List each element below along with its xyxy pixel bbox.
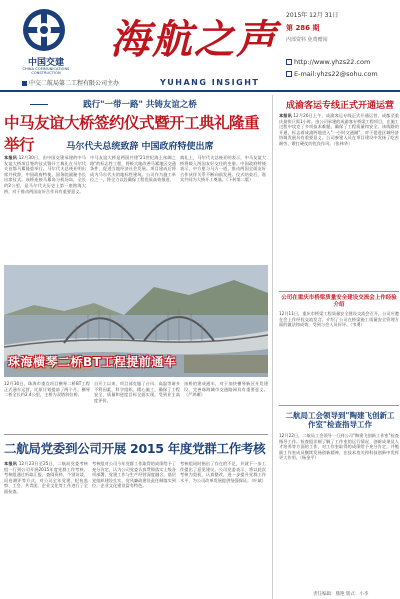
square-icon xyxy=(22,81,27,86)
email-link[interactable]: E-mail:yhzs22@sohu.com xyxy=(294,70,378,78)
issue-date: 2015年 12月 31日 xyxy=(286,12,339,19)
issue-suffix: 期 xyxy=(312,24,320,32)
right-byline: 本报讯 xyxy=(279,113,292,118)
second-col1-text: 12月23日至25日，二航局党委考核组一行到公司开展2015年度党群工作考核。考核组通过听取汇报、查阅资料、个别访谈、问卷测评等方式，对公司全年党建、纪检监察、工会、共青团、企业文化等工作进行了全面检查。 xyxy=(4,461,88,494)
lead-byline: 本报讯 xyxy=(4,155,18,160)
right-text-2: 12月11日，重庆市桥梁工程质量安全建设交流会召开，公司应邀在会上作经验交流发言，介绍了公司在桥梁施工质量安全管理方面的做法和成效，受到与会人员好评。（韦勇） xyxy=(279,311,399,328)
mail-icon xyxy=(286,71,292,77)
photo-text-col3: 该桥的建成通车，对于加快横琴新区开发建设、完善珠海城市交通路网具有重要意义。（严鸿雁） xyxy=(184,381,268,398)
right-headline-3[interactable]: 二航局工会领导到"陶建飞创新工作室"检查指导工作 xyxy=(285,411,395,429)
right-column xyxy=(272,95,400,599)
section-divider xyxy=(4,434,268,435)
lead-subhead: 马尔代夫总统致辞 中国政府特使出席 xyxy=(66,142,214,152)
issue-number xyxy=(286,23,396,33)
second-text-col2: 考核组对公司今年党群工作取得的成绩给予了充分肯定，认为公司党委认真贯彻落实上级各项部署，党建工作与生产经营深度融合，基层党组织建设扎实，党风廉政建设责任制落实到位，企业文化建设富有特色。 xyxy=(92,461,176,489)
lead-col1-text: 12月30日，由中国交建承建的中马友谊大桥项目签约仪式暨开工典礼在马尔代夫首都马累隆重举行。马尔代夫总统亚明出席并致辞，中国政府特使、国务院副秘书长出席仪式。该桥连接马累岛与机场岛，全长约2公里，是马尔代夫历史上第一座跨海大桥，对于推动两国友好合作具有重要意义。 xyxy=(4,155,86,194)
sponsor-text: 中交二航局第二工程有限公司主办 xyxy=(29,80,120,87)
right-divider-1 xyxy=(279,291,399,292)
right-headline-2[interactable]: 公司在重庆市桥梁质量安全建设交流会上作经验介绍 xyxy=(281,295,397,308)
photo-text-col1: 12月30日，珠海市重点项目横琴二桥BT工程正式通车运营，比原计划提前了两个月。横琴二桥全长约2.4公里，主桥为双塔斜拉桥。 xyxy=(4,381,90,398)
second-headline[interactable]: 二航局党委到公司开展 2015 年度党群工作考核 xyxy=(4,441,266,456)
issue-number-value: 286 xyxy=(295,24,311,32)
sponsor-line xyxy=(22,78,119,87)
lead-text-col2: 中马友谊大桥是两国共建"21世纪海上丝绸之路"的标志性工程，将极大地改善马累地区交通条件，促进当地经济社会发展。项目建成后将成为马尔代夫的地标性建筑。公司作为施工单位之一，将全力以赴确保工程优质高效推进。 xyxy=(90,155,176,183)
lead-text-col3: 典礼上，马尔代夫总统亚明表示，中马友谊大桥将载入两国友好交往的史册。中国政府特使表示，中方愿与马方一道，推动两国全面友好合作伙伴关系不断向前发展。仪式结束后，嘉宾共同为大桥开工奠基。（下转第二版） xyxy=(180,155,266,183)
right-text-1-body: 12月26日上午，成渝客运专线正式开通运营，成都至重庆最快只需1小时。由公司承建的成渝客专桥梁工程项目，在施工过程中攻克了多项技术难题，确保了工程质量和安全。该线路的开通，标志着成渝两地进入"一小时交通圈"，对于促进区域经济协调发展具有重要意义。公司参建人员在项目建设中发扬了吃苦耐劳、敢打硬仗的优良作风。（张林华） xyxy=(279,113,399,146)
logo-english: CHINA COMMUNICATIONS CONSTRUCTION xyxy=(22,67,70,75)
main-column xyxy=(0,95,268,599)
right-text-1 xyxy=(279,113,399,288)
second-text-col1 xyxy=(4,461,88,595)
issue-info xyxy=(286,10,396,43)
photo-caption: 珠海横琴二桥BT工程提前通车 xyxy=(8,355,177,369)
logo-name: 中国交建 xyxy=(27,58,64,68)
second-text-col3: 考核组同时指出了存在的不足，并就下一步工作提出了意见建议。公司党委表示，将以此次考核为契机，认真整改，进一步提升党群工作水平，为公司改革发展提供坚强保证。（叶斌） xyxy=(180,461,266,483)
website-row xyxy=(286,58,370,66)
newspaper-title-english: YUHANG INSIGHT xyxy=(160,78,260,87)
kicker-rule xyxy=(30,104,48,105)
right-headline-1[interactable]: 成渝客运专线正式开通运营 xyxy=(285,101,394,111)
globe-icon xyxy=(286,59,292,65)
editor-credit: 责任编辑：熊艳 版式：小李 xyxy=(313,592,369,597)
issue-label: 第 xyxy=(286,24,293,32)
website-link[interactable]: http://www.yhzs22.com xyxy=(294,58,371,66)
right-divider-2 xyxy=(279,405,399,406)
photo-text-col2: 自开工以来，项目部克服了台风、高温等诸多不利因素，科学组织、精心施工，确保了工程安全、质量和进度目标全面实现，受到业主高度评价。 xyxy=(94,381,180,403)
ccc-logo-icon xyxy=(22,8,66,52)
masthead xyxy=(0,0,400,92)
second-byline: 本报讯 xyxy=(4,461,18,466)
lead-headline[interactable]: 中马友谊大桥签约仪式暨开工典礼隆重举行 xyxy=(4,114,260,154)
lead-text-col1 xyxy=(4,155,86,261)
newspaper-title: 海航之声 xyxy=(110,16,278,63)
lead-kicker: 践行"一带一路" 共铸友谊之桥 xyxy=(83,100,197,110)
issue-note: 内部资料 免费赠阅 xyxy=(286,37,328,43)
email-row xyxy=(286,70,378,78)
right-text-3: 12月22日，二航局工会领导一行到公司"陶建飞创新工作室"检查指导工作。检查组详细了解了工作室的运行情况、创新成果及人才培养等方面的工作，对工作室取得的成绩给予充分肯定，并勉励工作室成员继续发扬创新精神，在技术攻关和科技创新中发挥更大作用。（杨金平） xyxy=(279,433,399,461)
